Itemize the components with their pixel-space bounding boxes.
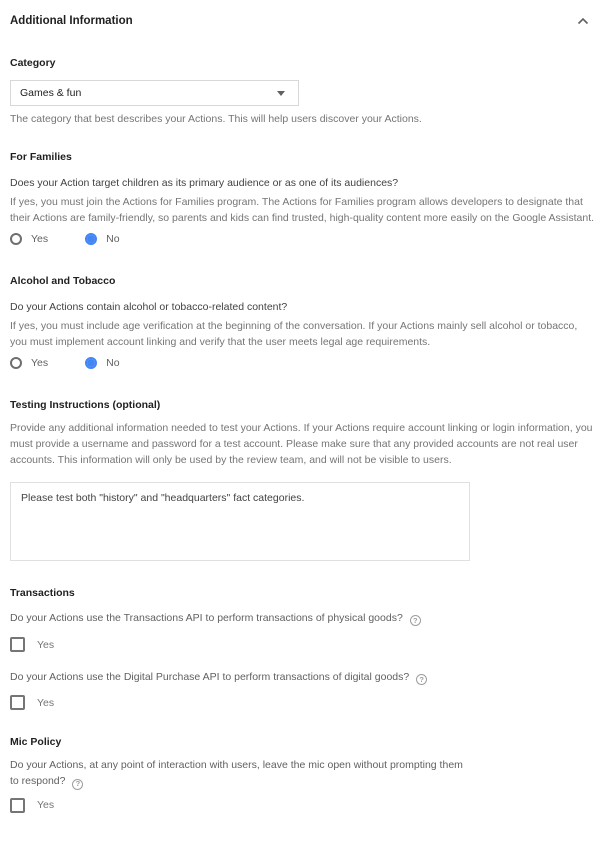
for-families-question: Does your Action target children as its primary audience or as one of its audiences? — [10, 177, 399, 189]
for-families-title: For Families — [10, 151, 72, 163]
chevron-up-icon — [577, 13, 589, 28]
collapse-section-button[interactable] — [575, 15, 591, 27]
checkbox-label: Yes — [37, 799, 55, 811]
category-select[interactable] — [10, 80, 299, 106]
radio-icon[interactable] — [10, 233, 22, 245]
alcohol-tobacco-description: If yes, you must include age verification at the beginning of the conversation. If your Actions mainly sell alcohol or tobacco, you must implement account linking and verify that the user meets legal age requirements. — [10, 320, 578, 348]
panel-title: Additional Information — [10, 15, 133, 27]
for-families-radio-no[interactable] — [85, 233, 119, 245]
transactions-physical-checkbox-row — [10, 637, 596, 652]
checkbox-icon[interactable] — [10, 695, 25, 710]
radio-icon[interactable] — [10, 357, 22, 369]
question-text: Do your Actions use the Transactions API to perform transactions of physical goods? — [10, 612, 403, 624]
checkbox-label: Yes — [37, 638, 55, 651]
radio-label: Yes — [31, 233, 49, 245]
mic-policy-checkbox-row — [10, 798, 596, 813]
transactions-digital-question — [10, 671, 596, 685]
testing-instructions-title: Testing Instructions (optional) — [10, 399, 161, 411]
help-icon[interactable]: ? — [416, 674, 427, 685]
radio-icon[interactable] — [85, 357, 97, 369]
checkbox-icon[interactable] — [10, 798, 25, 813]
radio-icon[interactable] — [85, 233, 97, 245]
category-select-value: Games & fun — [20, 87, 82, 99]
radio-dot — [87, 359, 95, 367]
for-families-radio-group — [10, 231, 596, 247]
alcohol-tobacco-radio-group — [10, 355, 596, 371]
for-families-radio-yes[interactable] — [10, 233, 48, 245]
radio-label: No — [106, 233, 120, 245]
arrow-drop-down-icon — [277, 91, 285, 96]
question-text: Do your Actions, at any point of interaction with users, leave the mic open without prompting them to respond? — [10, 759, 463, 787]
alcohol-tobacco-question: Do your Actions contain alcohol or tobacco-related content? — [10, 301, 288, 313]
category-help-text: The category that best describes your Actions. This will help users discover your Actions. — [10, 113, 422, 125]
mic-policy-question — [10, 757, 472, 790]
testing-instructions-textarea[interactable] — [10, 482, 470, 561]
alcohol-tobacco-title: Alcohol and Tobacco — [10, 275, 116, 287]
testing-instructions-description: Provide any additional information needed to test your Actions. If your Actions require account linking or login information, you must provide a username and password for a test account. Please make sure that any provided accounts are not real user accounts. This information will only be used by the review team, and will not be visible to users. — [10, 422, 593, 466]
alcohol-tobacco-radio-yes[interactable] — [10, 357, 48, 369]
panel-header — [10, 15, 596, 27]
checkbox-label: Yes — [37, 696, 55, 709]
help-icon[interactable]: ? — [410, 615, 421, 626]
question-text: Do your Actions use the Digital Purchase API to perform transactions of digital goods? — [10, 671, 410, 683]
transactions-digital-checkbox-row — [10, 695, 596, 710]
transactions-physical-question — [10, 612, 596, 626]
checkbox-icon[interactable] — [10, 637, 25, 652]
radio-label: No — [106, 357, 120, 369]
mic-policy-title: Mic Policy — [10, 736, 62, 748]
for-families-description: If yes, you must join the Actions for Families program. The Actions for Families program allows developers to designate that their Actions are family-friendly, so parents and kids can find trusted, high-quality content more easily on the Google Assistant. — [10, 196, 595, 224]
help-icon[interactable]: ? — [72, 779, 83, 790]
category-label: Category — [10, 57, 56, 69]
radio-label: Yes — [31, 357, 49, 369]
alcohol-tobacco-radio-no[interactable] — [85, 357, 119, 369]
transactions-title: Transactions — [10, 587, 75, 599]
radio-dot — [87, 235, 95, 243]
